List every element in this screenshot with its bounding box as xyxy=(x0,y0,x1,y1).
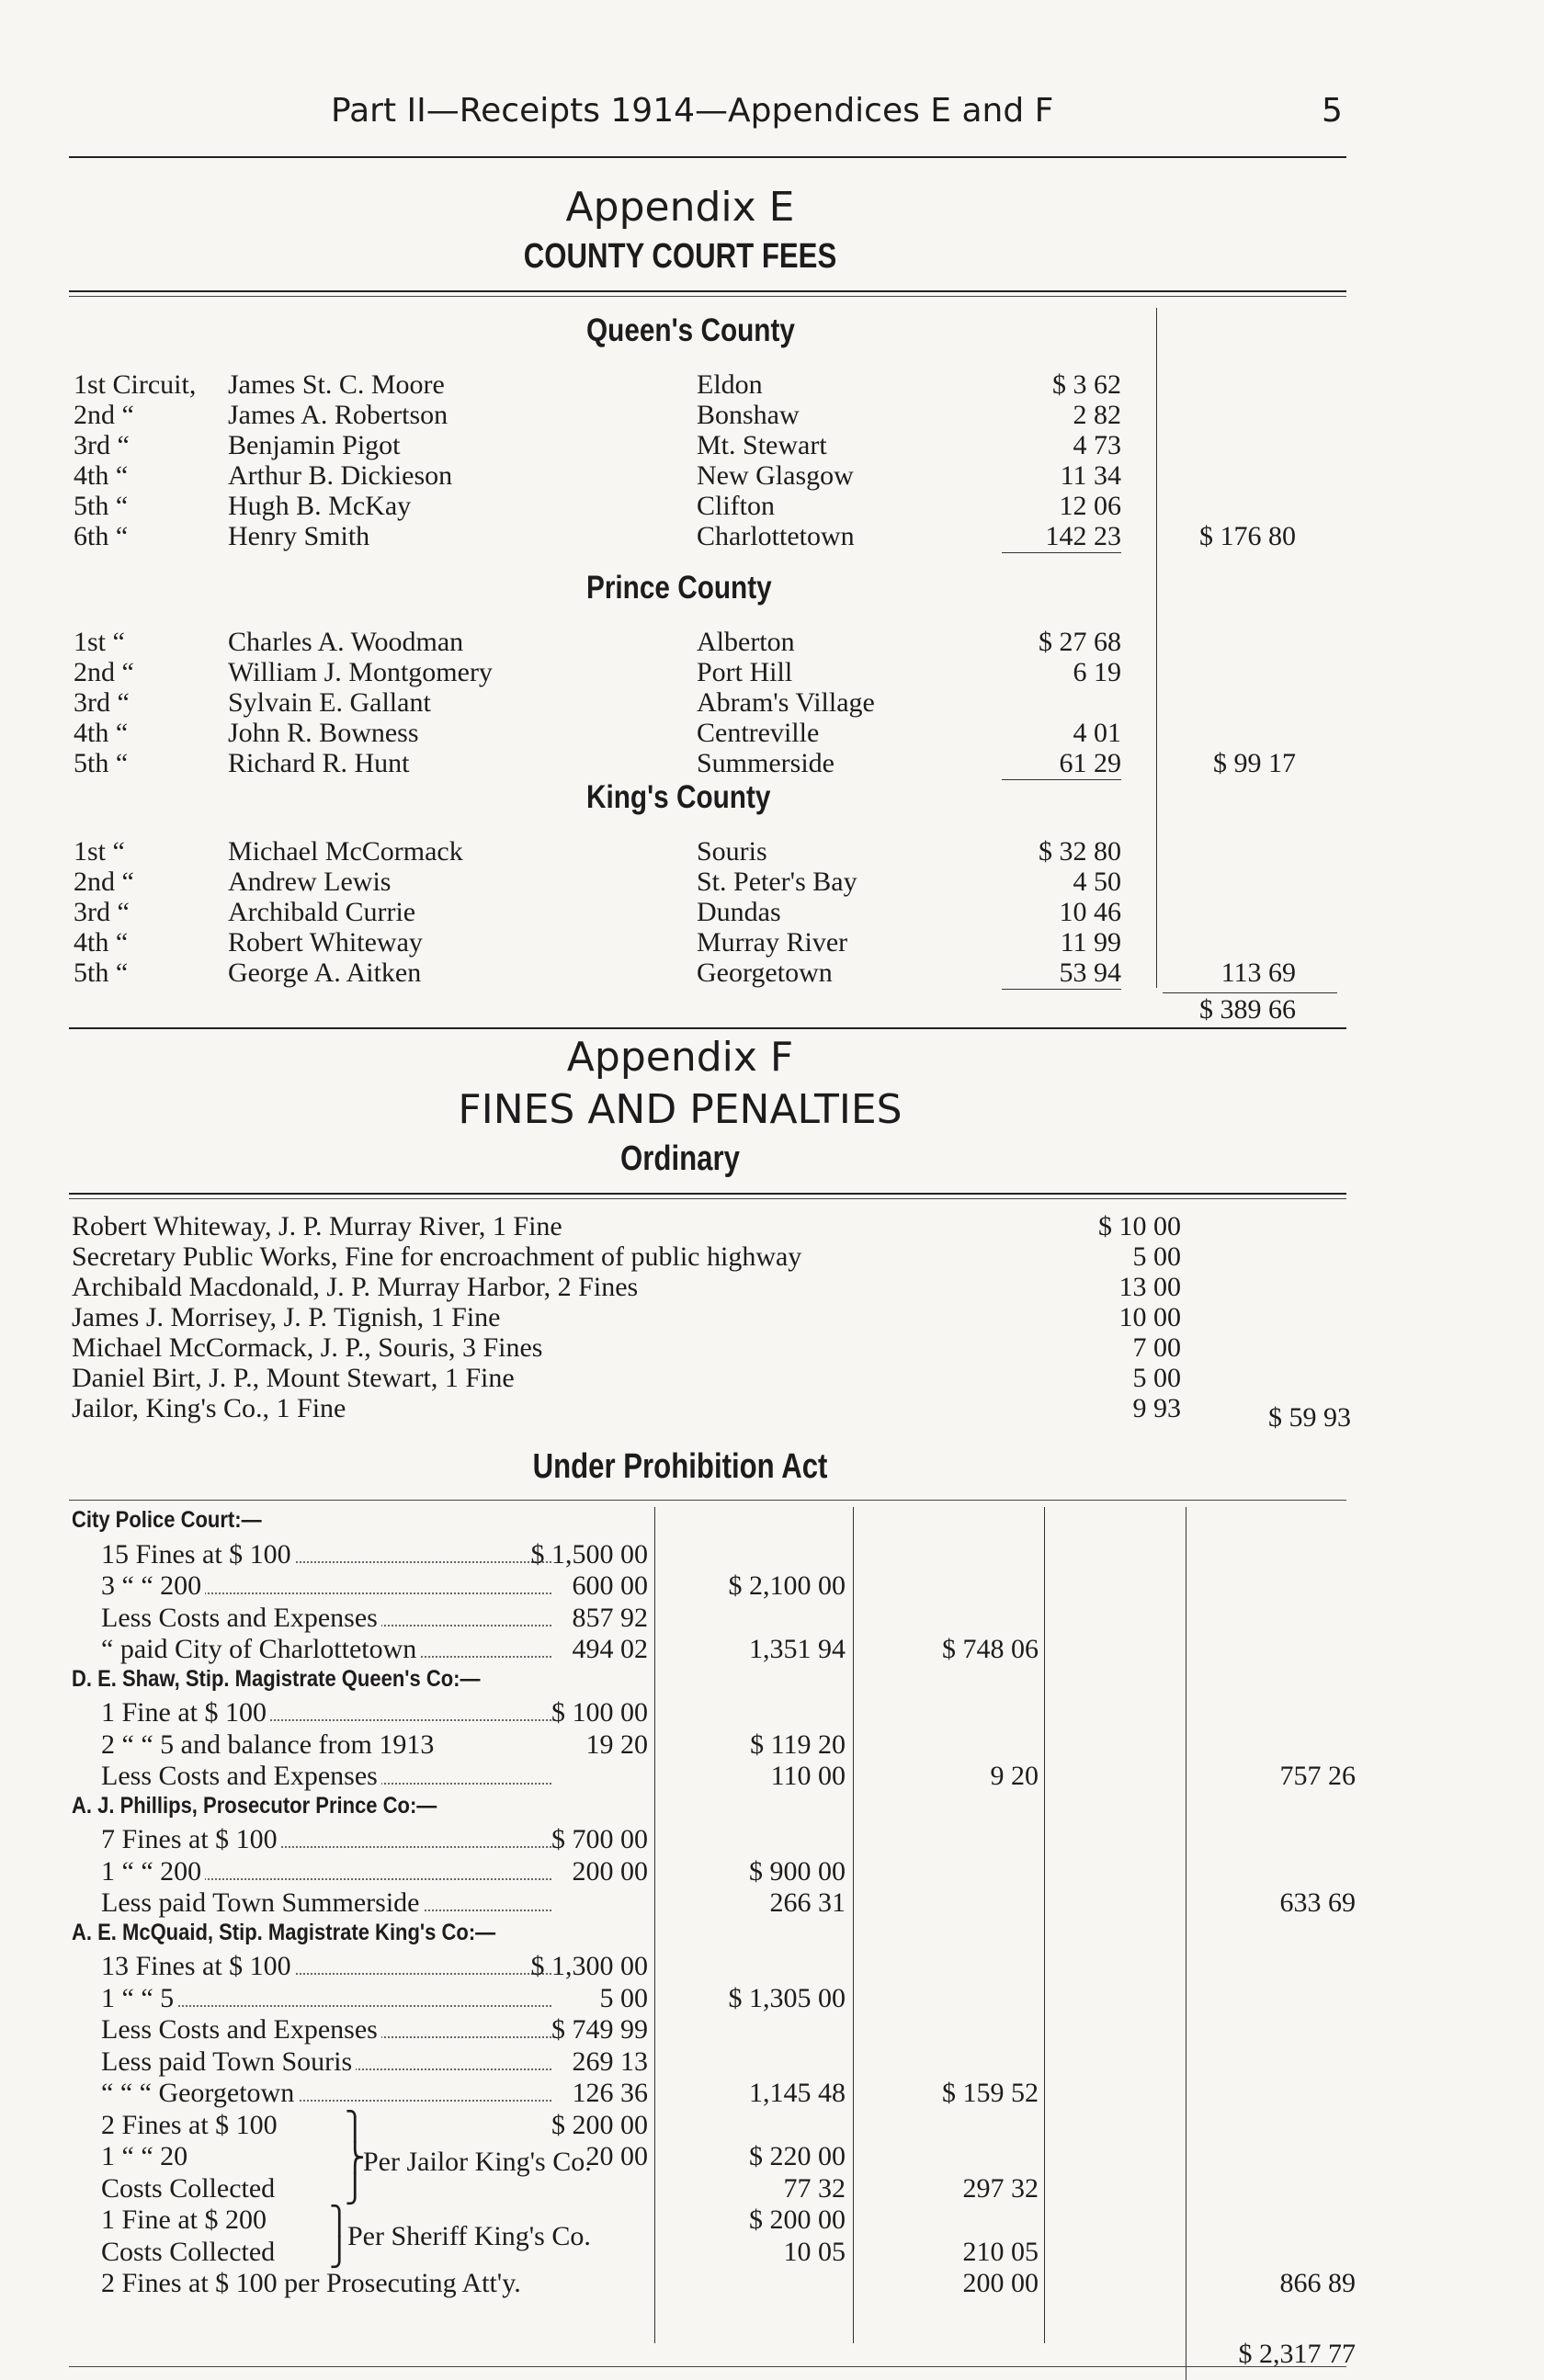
fee-amount: 61 29 xyxy=(1059,748,1121,778)
fine-amount: 5 00 xyxy=(1132,1363,1181,1393)
entry-label: 1 “ “ 20 xyxy=(101,2141,188,2171)
fine-entry: Michael McCormack, J. P., Souris, 3 Fines xyxy=(72,1332,543,1363)
county-heading: Prince County xyxy=(586,570,772,606)
fine-entry: James J. Morrisey, J. P. Tignish, 1 Fine xyxy=(72,1302,501,1332)
dot-leader xyxy=(138,2005,551,2007)
entry-label: 2 Fines at $ 100 per Prosecuting Att'y. xyxy=(101,2268,521,2298)
circuit-label: 1st “ xyxy=(74,836,125,867)
magistrate-name: Hugh B. McKay xyxy=(228,491,412,521)
amount-c1: 126 36 xyxy=(572,2078,648,2108)
fine-entry: Archibald Macdonald, J. P. Murray Harbor, 2 Fines xyxy=(72,1272,639,1302)
fine-amount: 9 93 xyxy=(1132,1393,1181,1423)
entry-label: 2 Fines at $ 100 xyxy=(101,2109,278,2140)
amount-c1: 20 00 xyxy=(585,2141,648,2171)
amount-c1: 600 00 xyxy=(572,1570,648,1601)
county-total: 113 69 xyxy=(1220,958,1296,988)
subtotal-rule xyxy=(1002,552,1121,553)
county-total: $ 176 80 xyxy=(1199,521,1296,551)
magistrate-name: Charles A. Woodman xyxy=(228,627,464,657)
fine-entry: Daniel Birt, J. P., Mount Stewart, 1 Fine xyxy=(72,1363,515,1393)
entry-label: 3 “ “ 200 xyxy=(101,1570,205,1602)
amount-c1: $ 100 00 xyxy=(551,1697,648,1728)
fee-amount: 4 01 xyxy=(1073,718,1121,748)
circuit-label: 5th “ xyxy=(74,491,129,521)
magistrate-name: Arthur B. Dickieson xyxy=(228,460,453,491)
appendix-e-column-rule xyxy=(1156,308,1157,988)
appendix-e-rule-thin xyxy=(69,296,1346,297)
county-heading: King's County xyxy=(586,779,771,815)
entry-label: 1 Fine at $ 200 xyxy=(101,2204,267,2235)
magistrate-name: James St. C. Moore xyxy=(228,369,445,400)
bottom-rule xyxy=(69,2366,1346,2367)
entry-label: 2 “ “ 5 and balance from 1913 xyxy=(101,1728,435,1760)
amount-c4: 633 69 xyxy=(1279,1887,1356,1918)
entry-label: Less paid Town Souris xyxy=(101,2046,356,2078)
fee-amount: 12 06 xyxy=(1059,491,1121,521)
circuit-label: 5th “ xyxy=(74,748,129,778)
fine-amount: 7 00 xyxy=(1132,1332,1181,1363)
circuit-label: 1st “ xyxy=(74,627,125,657)
fine-amount: 5 00 xyxy=(1132,1241,1181,1272)
prohibition-grand-total: $ 2,317 77 xyxy=(1238,2339,1356,2369)
circuit-label: 4th “ xyxy=(74,460,129,491)
circuit-label: 4th “ xyxy=(74,927,129,958)
entry-label: Less paid Town Summerside xyxy=(101,1887,423,1919)
entry-label: 1 Fine at $ 100 xyxy=(101,1697,270,1728)
subtotal-rule xyxy=(1002,989,1121,990)
magistrate-name: Sylvain E. Gallant xyxy=(228,687,431,718)
entry-label: A. E. McQuaid, Stip. Magistrate King's Co:— xyxy=(72,1919,496,1945)
amount-c1: $ 1,300 00 xyxy=(530,1951,648,1981)
fine-entry: Robert Whiteway, J. P. Murray River, 1 Fine xyxy=(72,1211,562,1241)
fee-amount: 11 34 xyxy=(1060,460,1121,491)
amount-c1: $ 1,500 00 xyxy=(530,1538,648,1570)
amount-c3: 297 32 xyxy=(962,2172,1039,2204)
place-name: Clifton xyxy=(697,491,776,521)
circuit-label: 2nd “ xyxy=(74,867,134,897)
amount-c2: 110 00 xyxy=(770,1761,846,1791)
fee-amount: 2 82 xyxy=(1073,400,1121,430)
entry-label: “ paid City of Charlottetown xyxy=(101,1634,420,1665)
amount-c2: $ 1,305 00 xyxy=(728,1982,846,2013)
amount-c1: 269 13 xyxy=(572,2046,648,2077)
entry-label: 1 “ “ 200 xyxy=(101,1856,205,1887)
magistrate-name: Richard R. Hunt xyxy=(228,748,410,778)
fee-amount: 10 46 xyxy=(1059,897,1121,927)
magistrate-name: John R. Bowness xyxy=(228,718,419,748)
prohibition-col-rule-3 xyxy=(1044,1507,1045,2343)
page-number: 5 xyxy=(1322,92,1343,130)
amount-c2: $ 220 00 xyxy=(749,2141,846,2171)
circuit-label: 3rd “ xyxy=(74,897,130,927)
fine-amount: 13 00 xyxy=(1118,1272,1181,1302)
amount-c1: $ 700 00 xyxy=(551,1824,648,1854)
amount-c1: $ 749 99 xyxy=(551,2014,648,2045)
appendix-e-subtitle: COUNTY COURT FEES xyxy=(523,237,837,276)
fee-amount: 4 50 xyxy=(1073,867,1121,897)
appendix-e-end-rule xyxy=(69,1027,1346,1029)
place-name: Bonshaw xyxy=(697,400,800,430)
grand-total: $ 389 66 xyxy=(1199,994,1296,1025)
fee-amount: 142 23 xyxy=(1045,521,1121,551)
ordinary-total: $ 59 93 xyxy=(1268,1402,1351,1433)
amount-c3: 9 20 xyxy=(990,1761,1039,1791)
place-name: Alberton xyxy=(697,627,795,657)
place-name: Mt. Stewart xyxy=(697,430,827,460)
place-name: Souris xyxy=(697,836,767,867)
subtotal-rule xyxy=(1002,779,1121,780)
entry-label: D. E. Shaw, Stip. Magistrate Queen's Co:— xyxy=(72,1665,481,1692)
amount-c3: $ 748 06 xyxy=(942,1634,1039,1664)
amount-c1: 5 00 xyxy=(599,1982,648,2013)
place-name: Summerside xyxy=(697,748,834,778)
amount-c1: 200 00 xyxy=(572,1855,648,1887)
appendix-f-subtitle: FINES AND PENALTIES xyxy=(458,1086,903,1133)
magistrate-name: James A. Robertson xyxy=(228,400,448,430)
amount-c3: 210 05 xyxy=(962,2236,1039,2267)
magistrate-name: Andrew Lewis xyxy=(228,867,392,897)
entry-label: Less Costs and Expenses xyxy=(101,1761,381,1792)
entry-label: Costs Collected xyxy=(101,2172,276,2204)
entry-label: 1 “ “ 5 xyxy=(101,1983,177,2014)
brace-note-sheriff: Per Sheriff King's Co. xyxy=(347,2221,591,2251)
prohibition-rule xyxy=(69,1500,1346,1501)
place-name: Georgetown xyxy=(697,958,833,988)
amount-c4: 866 89 xyxy=(1279,2268,1356,2298)
circuit-label: 2nd “ xyxy=(74,657,134,687)
circuit-label: 3rd “ xyxy=(74,687,130,718)
ordinary-rule xyxy=(69,1193,1346,1195)
place-name: Eldon xyxy=(697,369,763,400)
brace-note-jailor: Per Jailor King's Co. xyxy=(363,2146,592,2177)
county-heading: Queen's County xyxy=(586,312,795,348)
brace-icon: ⎫ ⎭ xyxy=(329,2206,350,2268)
circuit-label: 1st Circuit, xyxy=(74,369,197,400)
appendix-e-rule xyxy=(69,290,1346,292)
amount-c2: 10 05 xyxy=(783,2236,846,2267)
place-name: Centreville xyxy=(697,718,820,748)
place-name: Abram's Village xyxy=(697,687,875,718)
fine-entry: Jailor, King's Co., 1 Fine xyxy=(72,1393,346,1423)
magistrate-name: Michael McCormack xyxy=(228,836,463,867)
amount-c2: $ 119 20 xyxy=(750,1728,846,1760)
amount-c1: 857 92 xyxy=(572,1602,648,1633)
amount-c3: $ 159 52 xyxy=(942,2078,1039,2108)
place-name: St. Peter's Bay xyxy=(697,867,857,897)
fee-amount: 53 94 xyxy=(1059,958,1121,988)
amount-c2: 1,145 48 xyxy=(749,2078,846,2108)
fee-amount: 6 19 xyxy=(1073,657,1121,687)
entry-label: Less Costs and Expenses xyxy=(101,1603,381,1634)
appendix-f-title: Appendix F xyxy=(566,1034,794,1081)
fee-amount: $ 32 80 xyxy=(1039,836,1121,867)
ordinary-heading: Ordinary xyxy=(620,1139,740,1178)
entry-label: “ “ “ Georgetown xyxy=(101,2078,298,2109)
prohibition-col-rule-1 xyxy=(654,1507,655,2343)
place-name: Murray River xyxy=(697,927,848,958)
fee-amount: $ 3 62 xyxy=(1052,369,1121,400)
fee-amount: $ 27 68 xyxy=(1039,627,1121,657)
place-name: New Glasgow xyxy=(697,460,854,491)
circuit-label: 3rd “ xyxy=(74,430,130,460)
amount-c1: 19 20 xyxy=(585,1728,648,1760)
amount-c2: $ 200 00 xyxy=(749,2204,846,2235)
place-name: Port Hill xyxy=(697,657,793,687)
amount-c2: 266 31 xyxy=(769,1887,846,1918)
amount-c1: $ 200 00 xyxy=(551,2109,648,2140)
entry-label: 15 Fines at $ 100 xyxy=(101,1539,295,1570)
entry-label: Less Costs and Expenses xyxy=(101,2014,381,2046)
fee-amount: 4 73 xyxy=(1073,430,1121,460)
entry-label: City Police Court:— xyxy=(72,1507,262,1533)
magistrate-name: George A. Aitken xyxy=(228,958,422,988)
fine-entry: Secretary Public Works, Fine for encroachment of public highway xyxy=(72,1241,802,1272)
grand-total-rule xyxy=(1163,992,1337,993)
amount-c1: 494 02 xyxy=(572,1634,648,1664)
amount-c2: $ 2,100 00 xyxy=(728,1570,846,1601)
brace-icon: ⎫ ⎬ ⎭ xyxy=(345,2111,366,2204)
fine-amount: 10 00 xyxy=(1118,1302,1181,1332)
amount-c2: 77 32 xyxy=(783,2172,846,2204)
amount-c3: 200 00 xyxy=(962,2268,1039,2298)
entry-label: 7 Fines at $ 100 xyxy=(101,1824,281,1855)
prohibition-col-rule-2 xyxy=(853,1507,854,2343)
entry-label: Costs Collected xyxy=(101,2236,276,2267)
running-header: Part II—Receipts 1914—Appendices E and F xyxy=(331,92,1054,130)
circuit-label: 2nd “ xyxy=(74,400,134,430)
fine-amount: $ 10 00 xyxy=(1098,1211,1181,1241)
amount-c2: 1,351 94 xyxy=(749,1634,846,1664)
appendix-e-title: Appendix E xyxy=(565,184,795,231)
circuit-label: 5th “ xyxy=(74,958,129,988)
amount-c4: 757 26 xyxy=(1279,1761,1356,1791)
magistrate-name: Henry Smith xyxy=(228,521,370,551)
magistrate-name: Benjamin Pigot xyxy=(228,430,401,460)
circuit-label: 6th “ xyxy=(74,521,129,551)
circuit-label: 4th “ xyxy=(74,718,129,748)
entry-label: A. J. Phillips, Prosecutor Prince Co:— xyxy=(72,1792,437,1819)
magistrate-name: Archibald Currie xyxy=(228,897,416,927)
prohibition-heading: Under Prohibition Act xyxy=(532,1447,828,1486)
entry-label: 13 Fines at $ 100 xyxy=(101,1951,295,1982)
amount-c2: $ 900 00 xyxy=(749,1855,846,1887)
magistrate-name: William J. Montgomery xyxy=(228,657,493,687)
header-rule xyxy=(69,156,1346,158)
county-total: $ 99 17 xyxy=(1213,748,1296,778)
place-name: Dundas xyxy=(697,897,781,927)
place-name: Charlottetown xyxy=(697,521,855,551)
ordinary-rule-thin xyxy=(69,1198,1346,1199)
fee-amount: 11 99 xyxy=(1060,927,1121,958)
magistrate-name: Robert Whiteway xyxy=(228,927,423,958)
